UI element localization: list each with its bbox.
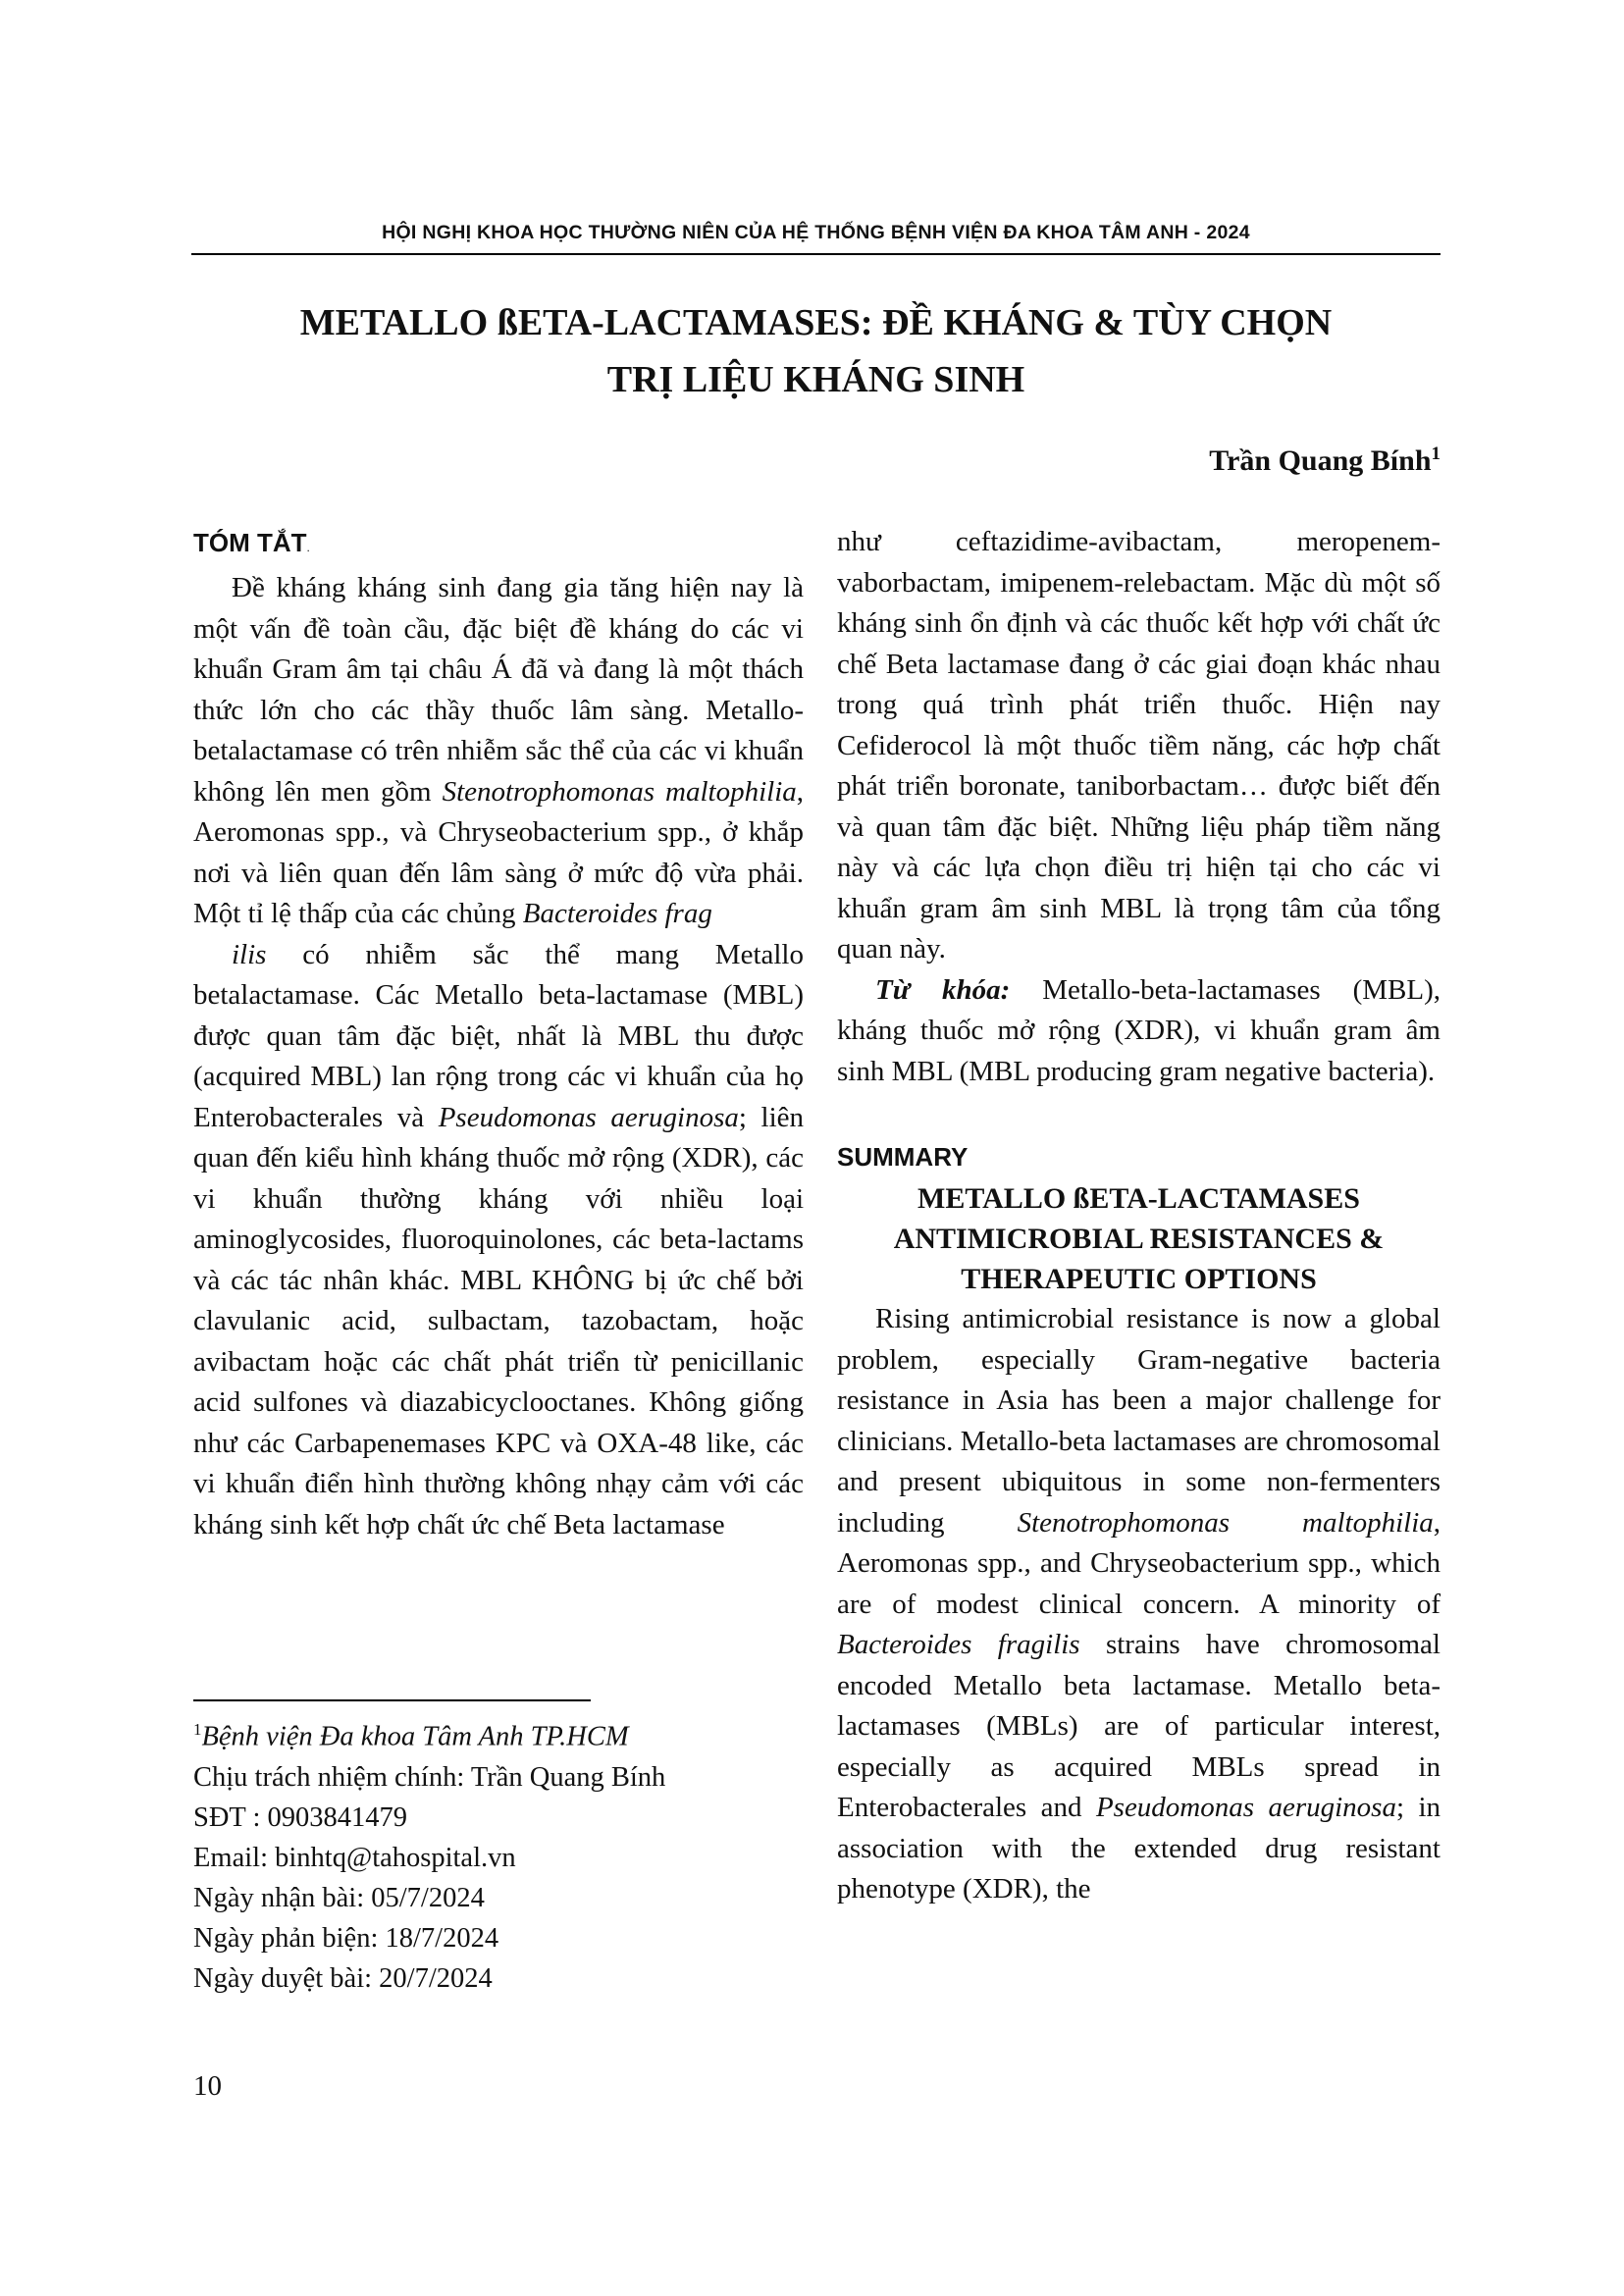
title-line-2: TRỊ LIỆU KHÁNG SINH	[606, 359, 1025, 400]
footnote-affiliation-text: Bệnh viện Đa khoa Tâm Anh TP.HCM	[201, 1721, 629, 1752]
abstract-italic: Bacteroides frag	[522, 898, 712, 929]
abstract-paragraph	[193, 935, 804, 1546]
keywords-label: Từ khóa:	[875, 973, 1011, 1006]
abstract-italic: Pseudomonas aeruginosa	[438, 1101, 739, 1133]
page-number: 10	[193, 2070, 222, 2102]
footnote-rule	[193, 1699, 591, 1701]
footnote-phone: SĐT : 0903841479	[193, 1801, 407, 1833]
summary-title-line: THERAPEUTIC OPTIONS	[961, 1263, 1317, 1295]
abstract-text: ; liên quan đến kiểu hình kháng thuốc mở rộng (XDR), các vi khuẩn thường kháng với nhiều loại aminoglycosides, fluoroquinolones, các beta-lactams và các tác nhân khác. MBL KHÔNG bị ức chế bởi clavulanic acid, sulbactam, tazobactam, hoặc avibactam hoặc các chất phát triển từ penicillanic acid sulfones và diazabicyclooctanes. Không giống như các Carbapenemases KPC và OXA-48 like, các vi khuẩn điển hình thường không nhạy cảm với các kháng sinh kết hợp chất ức chế Beta lactamase	[193, 1101, 804, 1540]
running-header: HỘI NGHỊ KHOA HỌC THƯỜNG NIÊN CỦA HỆ THỐNG BỆNH VIỆN ĐA KHOA TÂM ANH - 2024	[382, 222, 1250, 243]
abstract-italic: ilis	[232, 938, 267, 970]
left-column	[193, 522, 804, 1545]
title-line-1: METALLO ßETA-LACTAMASES: ĐỀ KHÁNG & TÙY CHỌN	[299, 302, 1333, 343]
author	[1209, 444, 1441, 478]
abstract-continuation: như ceftazidime-avibactam, meropenem-vaborbactam, imipenem-relebactam. Mặc dù một số kháng sinh ổn định và các thuốc kết hợp với chất ức chế Beta lactamase đang ở các giai đoạn khác nhau trong quá trình phát triển thuốc. Hiện nay Cefiderocol là một thuốc tiềm năng, các hợp chất phát triển boronate, taniborbactam… được biết đến và quan tâm đặc biệt. Những liệu pháp tiềm năng này và các lựa chọn điều trị hiện tại cho các vi khuẩn gram âm sinh MBL là trọng tâm của tổng quan này.	[837, 526, 1441, 965]
keywords-text: Metallo-beta-lactamases (MBL), kháng thuốc mở rộng (XDR), vi khuẩn gram âm sinh MBL (MBL producing gram negative bacteria).	[837, 973, 1441, 1087]
author-name: Trần Quang Bính	[1209, 444, 1432, 477]
footnote-email: Email: binhtq@tahospital.vn	[193, 1842, 516, 1873]
summary-title-line: ANTIMICROBIAL RESISTANCES &	[893, 1223, 1385, 1255]
summary-heading: SUMMARY	[837, 1142, 969, 1172]
abstract-italic: Stenotrophomonas maltophilia	[442, 775, 797, 808]
abstract-heading-mark: .	[306, 541, 310, 554]
summary-title	[837, 1178, 1441, 1299]
summary-italic: Pseudomonas aeruginosa	[1095, 1792, 1396, 1823]
summary-italic: Stenotrophomonas maltophilia	[1017, 1506, 1434, 1539]
author-affiliation-mark: 1	[1431, 444, 1441, 464]
footnote-reviewed: Ngày phản biện: 18/7/2024	[193, 1922, 499, 1954]
footnote-accepted: Ngày duyệt bài: 20/7/2024	[193, 1962, 493, 1994]
summary-title-line: METALLO ßETA-LACTAMASES	[917, 1182, 1360, 1215]
footnote-affiliation	[193, 1709, 802, 1757]
abstract-heading-text: TÓM TẮT	[193, 528, 307, 557]
abstract-paragraph	[193, 568, 804, 935]
abstract-heading	[193, 522, 804, 568]
summary-text: ; in association with the extended drug resistant phenotype (XDR), the	[837, 1792, 1441, 1905]
footnote-received: Ngày nhận bài: 05/7/2024	[193, 1882, 485, 1913]
summary-italic: Bacteroides fragilis	[837, 1629, 1080, 1660]
summary-text: Rising antimicrobial resistance is now a global problem, especially Gram-negative bacteria resistance in Asia has been a major challenge for clinicians. Metallo-beta lactamases are chromosomal and present ubiquitous in some non-fermenters including	[837, 1303, 1441, 1539]
keywords-paragraph	[837, 970, 1441, 1093]
abstract-text: có nhiễm sắc thể mang Metallo betalactamase. Các Metallo beta-lactamase (MBL) được quan tâm đặc biệt, nhất là MBL thu được (acquired MBL) lan rộng trong các vi khuẩn của họ Enterobacterales và	[193, 938, 804, 1133]
summary-paragraph	[837, 1299, 1441, 1910]
footnote-responsible: Chịu trách nhiệm chính: Trần Quang Bính	[193, 1761, 666, 1793]
summary-text: strains have chromosomal encoded Metallo beta lactamase. Metallo beta-lactamases (MBLs) are of particular interest, especially as acquired MBLs spread in Enterobacterales and	[837, 1629, 1441, 1823]
article-title	[191, 294, 1441, 408]
abstract-text: Đề kháng kháng sinh đang gia tăng hiện nay là một vấn đề toàn cầu, đặc biệt đề kháng do các vi khuẩn Gram âm tại châu Á đã và đang là một thách thức lớn cho các thầy thuốc lâm sàng. Metallo-betalactamase có trên nhiễm sắc thể của các vi khuẩn không lên men gồm	[193, 572, 804, 808]
footnote	[193, 1709, 802, 1999]
summary-text: , Aeromonas spp., and Chryseobacterium spp., which are of modest clinical concern. A minority of	[837, 1506, 1441, 1620]
abstract-text: , Aeromonas spp., và Chryseobacterium spp., ở khắp nơi và liên quan đến lâm sàng ở mức độ vừa phải. Một tỉ lệ thấp của các chủng	[193, 775, 804, 929]
right-column	[837, 522, 1441, 1910]
footnote-mark: 1	[193, 1720, 202, 1739]
header-rule	[191, 253, 1441, 255]
